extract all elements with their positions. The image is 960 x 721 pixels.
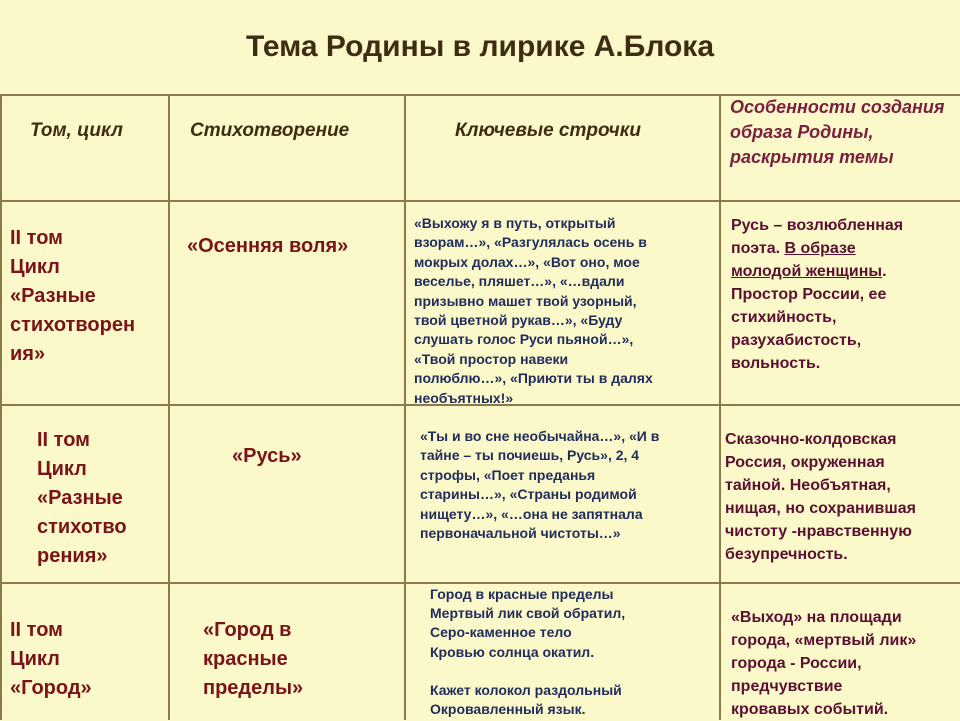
row1-poem (187, 232, 348, 261)
header-poem: Стихотворение (190, 120, 350, 141)
volume-line: Цикл (37, 458, 87, 480)
poem-title: пределы» (203, 677, 304, 699)
table-border (0, 94, 2, 720)
feature-line: Русь – возлюбленная (731, 217, 904, 234)
table-border (404, 94, 406, 720)
key-line (430, 662, 625, 681)
key-line: старины…», «Страны родимой (420, 486, 637, 503)
key-line: Кажет колокол раздольный (430, 682, 622, 698)
key-line: Город в красные пределы (430, 586, 614, 602)
header-features: Особенности создания образа Родины, раскрытия темы (730, 97, 945, 167)
header-volume: Том, цикл (30, 120, 123, 141)
key-line: твой цветной рукав…», «Буду (414, 312, 623, 329)
row2-key-lines (420, 427, 659, 543)
feature-line: города - России, (731, 655, 862, 672)
volume-line: «Город» (10, 677, 92, 699)
row3-volume (10, 616, 92, 703)
volume-line: ия» (10, 343, 46, 365)
feature-line: нищая, но сохранившая (725, 500, 916, 517)
key-line: Серо-каменное тело (430, 624, 572, 641)
row2-volume (37, 426, 127, 571)
row2-features (725, 428, 916, 566)
slide-title: Тема Родины в лирике А.Блока (245, 30, 715, 63)
poem-title: «Осенняя воля» (187, 235, 349, 257)
key-line: «Выхожу я в путь, открытый (414, 215, 616, 231)
poem-title: «Город в (203, 619, 292, 641)
key-line: веселье, пляшет…», «…вдали (414, 273, 625, 290)
key-line: нищету…», «…она не запятнала (420, 505, 643, 522)
key-line: Мертвый лик свой обратил, (430, 605, 626, 622)
volume-line: «Разные (10, 285, 96, 307)
volume-line: II том (10, 227, 63, 249)
row3-key-lines (430, 585, 625, 719)
volume-line: II том (37, 429, 90, 451)
feature-line: разухабистость, (731, 332, 862, 349)
feature-line: тайной. Необъятная, (725, 477, 891, 494)
feature-line: Сказочно-колдовская (725, 431, 897, 448)
header-lines: Ключевые строчки (455, 120, 641, 141)
feature-text: поэта. (731, 240, 785, 257)
volume-line: Цикл (10, 256, 60, 278)
key-line: Кровью солнца окатил. (430, 643, 595, 660)
row1-features (731, 214, 903, 375)
feature-line: Россия, окруженная (725, 454, 885, 471)
key-line: необъятных!» (414, 389, 514, 406)
feature-line: «Выход» на площади (731, 609, 902, 626)
volume-line: стихотво (37, 516, 127, 538)
key-line: «Ты и во сне необычайна…», «И в (420, 428, 660, 444)
row1-key-lines (414, 214, 653, 408)
feature-line: стихийность, (731, 309, 837, 326)
feature-text: . (882, 263, 887, 280)
feature-line: города, «мертвый лик» (731, 632, 917, 649)
key-line: первоначальной чистоты…» (420, 525, 621, 542)
volume-line: II том (10, 619, 63, 641)
row3-poem (203, 616, 303, 703)
feature-underlined-text: молодой женщины (731, 263, 883, 280)
key-line: полюблю…», «Приюти ты в далях (414, 370, 653, 387)
table-border (168, 94, 170, 720)
key-line: слушать голос Руси пьяной…», (414, 331, 634, 348)
volume-line: «Разные (37, 487, 123, 509)
row3-features (731, 606, 916, 721)
feature-line: вольность. (731, 355, 821, 372)
feature-line: безупречность. (725, 546, 848, 563)
key-line: мокрых долах…», «Вот оно, мое (414, 253, 640, 270)
row2-poem (232, 442, 302, 471)
feature-line (731, 237, 903, 260)
key-line: «Твой простор навеки (414, 350, 569, 367)
key-line: призывно машет твой узорный, (414, 292, 637, 309)
key-line: тайне – ты почиешь, Русь», 2, 4 (420, 447, 640, 464)
volume-line: рения» (37, 545, 108, 567)
key-line: Окровавленный язык. (430, 701, 586, 718)
feature-line: Простор России, ее (731, 286, 887, 303)
row1-volume (10, 224, 135, 369)
key-line: строфы, «Поет преданья (420, 466, 596, 483)
feature-line: чистоту -нравственную (725, 523, 912, 540)
feature-line (731, 260, 903, 283)
volume-line: стихотворен (10, 314, 136, 336)
table-border (0, 582, 960, 584)
feature-line: кровавых событий. (731, 701, 889, 718)
table-border (0, 200, 960, 202)
poem-title: «Русь» (232, 445, 302, 467)
poem-title: красные (203, 648, 288, 670)
key-line: взорам…», «Разгулялась осень в (414, 234, 647, 251)
feature-line: предчувствие (731, 678, 843, 695)
table-border (719, 94, 721, 720)
volume-line: Цикл (10, 648, 60, 670)
feature-underlined-text: В образе (784, 240, 856, 257)
